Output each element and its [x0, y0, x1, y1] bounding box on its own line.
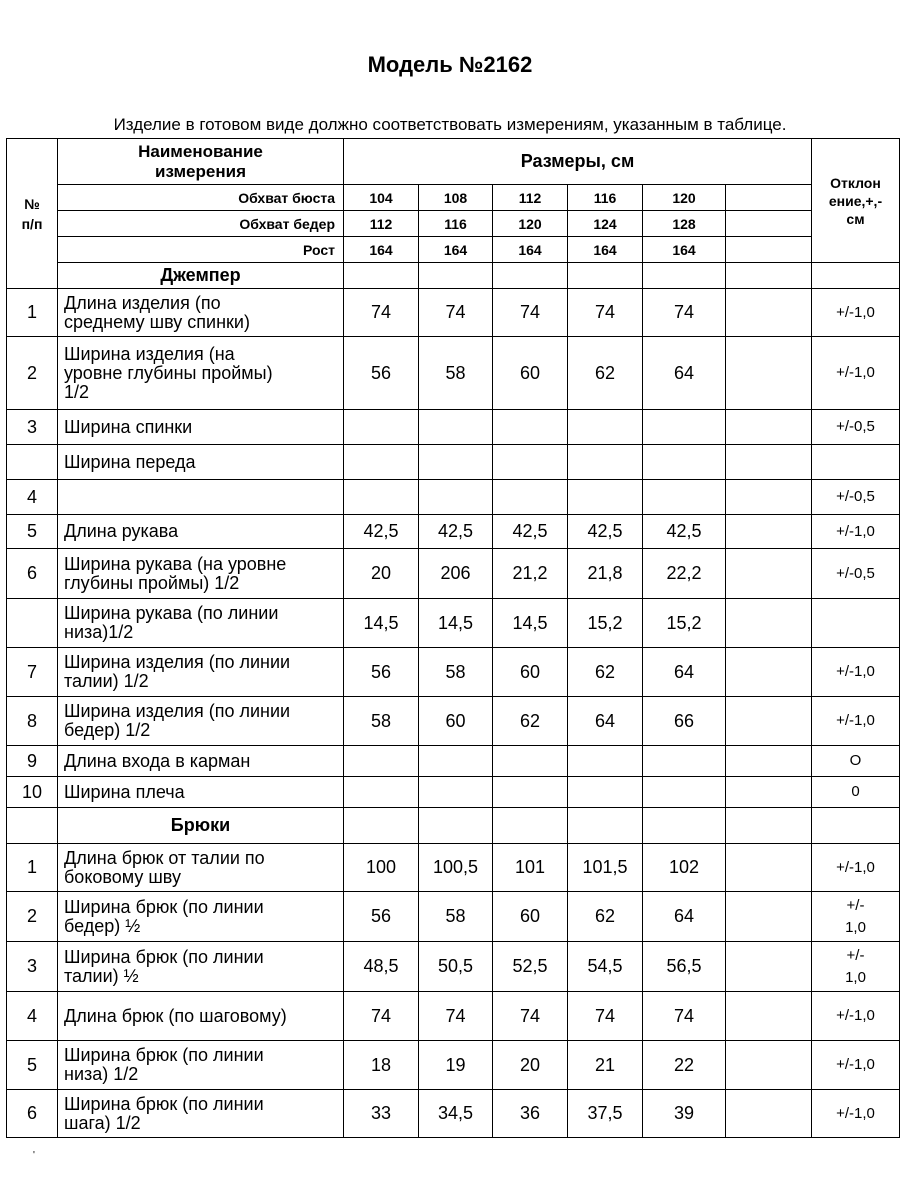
size-value	[726, 549, 812, 599]
measurement-name: Ширина брюк (по линии талии) ½	[58, 942, 344, 992]
size-value	[493, 746, 568, 777]
size-value	[344, 445, 419, 480]
row-number	[7, 599, 58, 648]
size-value: 74	[643, 992, 726, 1041]
size-value: 33	[344, 1090, 419, 1138]
measurement-name: Ширина брюк (по линии шага) 1/2	[58, 1090, 344, 1138]
size-value	[726, 445, 812, 480]
row-number: 2	[7, 892, 58, 942]
measurement-name: Длина рукава	[58, 515, 344, 549]
size-value: 74	[344, 289, 419, 337]
size-value: 54,5	[568, 942, 643, 992]
size-value	[726, 599, 812, 648]
size-value	[419, 746, 493, 777]
size-value: 74	[419, 289, 493, 337]
section-row	[7, 808, 900, 844]
size-value	[419, 445, 493, 480]
size-value: 60	[493, 337, 568, 410]
size-value	[568, 480, 643, 515]
table-row	[7, 648, 900, 697]
size-value	[726, 263, 812, 289]
size-value	[344, 480, 419, 515]
measurements-table	[6, 138, 900, 1138]
measurement-name: Длина входа в карман	[58, 746, 344, 777]
header-num-label: № п/п	[7, 139, 58, 289]
section-title: Джемпер	[58, 263, 344, 289]
size-value	[344, 410, 419, 445]
page-title: Модель №2162	[367, 52, 533, 77]
size-value: 58	[344, 697, 419, 746]
size-value: 58	[419, 892, 493, 942]
param-value	[726, 185, 812, 211]
row-number: 10	[7, 777, 58, 808]
size-value	[493, 445, 568, 480]
param-label: Обхват бедер	[58, 211, 344, 237]
size-value: 22,2	[643, 549, 726, 599]
size-value	[726, 480, 812, 515]
size-value: 56	[344, 648, 419, 697]
table-row	[7, 337, 900, 410]
measurement-name: Ширина изделия (по линии бедер) 1/2	[58, 697, 344, 746]
size-value	[643, 263, 726, 289]
size-value	[344, 777, 419, 808]
size-value	[493, 410, 568, 445]
tolerance-value	[812, 263, 900, 289]
size-value: 42,5	[419, 515, 493, 549]
tolerance-value: +/-1,0	[812, 515, 900, 549]
table-row	[7, 844, 900, 892]
measurement-name: Ширина рукава (на уровне глубины проймы) 1/2	[58, 549, 344, 599]
measurement-name: Ширина изделия (на уровне глубины проймы) 1/2	[58, 337, 344, 410]
row-number: 9	[7, 746, 58, 777]
param-value: 124	[568, 211, 643, 237]
measurement-name: Длина брюк (по шаговому)	[58, 992, 344, 1041]
size-value: 21,8	[568, 549, 643, 599]
size-value	[344, 746, 419, 777]
table-row	[7, 289, 900, 337]
size-value	[344, 808, 419, 844]
measurement-name: Длина изделия (по среднему шву спинки)	[58, 289, 344, 337]
size-value	[419, 777, 493, 808]
param-value: 120	[493, 211, 568, 237]
size-value: 74	[643, 289, 726, 337]
size-value: 42,5	[493, 515, 568, 549]
header-row	[7, 139, 900, 185]
header-tolerance-label: Отклон ение,+,- см	[812, 139, 900, 263]
size-value: 60	[493, 648, 568, 697]
table-row	[7, 515, 900, 549]
size-value: 14,5	[493, 599, 568, 648]
size-value	[568, 808, 643, 844]
param-row	[7, 185, 900, 211]
row-number: 3	[7, 410, 58, 445]
size-value: 74	[419, 992, 493, 1041]
size-value: 56	[344, 892, 419, 942]
size-value	[419, 480, 493, 515]
row-number: 3	[7, 942, 58, 992]
size-value: 20	[493, 1041, 568, 1090]
size-value	[419, 808, 493, 844]
size-value: 100,5	[419, 844, 493, 892]
row-number: 4	[7, 480, 58, 515]
tolerance-value: +/-0,5	[812, 410, 900, 445]
size-value: 52,5	[493, 942, 568, 992]
table-row	[7, 599, 900, 648]
size-value	[726, 892, 812, 942]
size-value	[643, 480, 726, 515]
measurement-name: Ширина изделия (по линии талии) 1/2	[58, 648, 344, 697]
size-value: 42,5	[568, 515, 643, 549]
size-value	[493, 480, 568, 515]
tolerance-value: +/-1,0	[812, 648, 900, 697]
row-number	[7, 808, 58, 844]
size-value: 21,2	[493, 549, 568, 599]
param-value: 108	[419, 185, 493, 211]
param-label: Обхват бюста	[58, 185, 344, 211]
size-value	[726, 648, 812, 697]
param-value: 164	[493, 237, 568, 263]
size-value: 62	[568, 337, 643, 410]
tolerance-value: +/-1,0	[812, 1041, 900, 1090]
size-value	[493, 777, 568, 808]
size-value	[726, 1090, 812, 1138]
measurement-name: Ширина переда	[58, 445, 344, 480]
row-number: 5	[7, 1041, 58, 1090]
size-value: 48,5	[344, 942, 419, 992]
table-row	[7, 777, 900, 808]
size-value	[643, 808, 726, 844]
row-number: 5	[7, 515, 58, 549]
size-value: 22	[643, 1041, 726, 1090]
tolerance-value: +/- 1,0	[812, 892, 900, 942]
measurement-name: Ширина рукава (по линии низа)1/2	[58, 599, 344, 648]
param-row	[7, 237, 900, 263]
table-row	[7, 892, 900, 942]
size-value: 66	[643, 697, 726, 746]
size-value	[344, 263, 419, 289]
size-value	[568, 777, 643, 808]
size-value	[726, 1041, 812, 1090]
tolerance-value: 0	[812, 777, 900, 808]
size-value: 62	[493, 697, 568, 746]
section-row	[7, 263, 900, 289]
header-name-label: Наименование измерения	[58, 139, 344, 185]
size-value	[419, 263, 493, 289]
tolerance-value: +/- 1,0	[812, 942, 900, 992]
size-value	[643, 777, 726, 808]
size-value: 64	[643, 648, 726, 697]
table-row	[7, 942, 900, 992]
measurement-name: Ширина плеча	[58, 777, 344, 808]
size-value: 15,2	[568, 599, 643, 648]
tolerance-value: +/-1,0	[812, 1090, 900, 1138]
size-value	[643, 746, 726, 777]
row-number: 7	[7, 648, 58, 697]
size-value: 101	[493, 844, 568, 892]
size-value	[726, 992, 812, 1041]
tolerance-value: +/-1,0	[812, 289, 900, 337]
tolerance-value	[812, 445, 900, 480]
measurement-name: Ширина брюк (по линии низа) 1/2	[58, 1041, 344, 1090]
param-value: 164	[344, 237, 419, 263]
size-value	[568, 746, 643, 777]
measurement-name: Длина брюк от талии по боковому шву	[58, 844, 344, 892]
table-row	[7, 410, 900, 445]
size-value	[726, 808, 812, 844]
param-value: 164	[419, 237, 493, 263]
tolerance-value: +/-1,0	[812, 992, 900, 1041]
param-row	[7, 211, 900, 237]
size-value: 21	[568, 1041, 643, 1090]
size-value: 20	[344, 549, 419, 599]
size-value: 64	[568, 697, 643, 746]
size-value: 18	[344, 1041, 419, 1090]
size-value	[568, 263, 643, 289]
size-value	[568, 445, 643, 480]
param-value: 112	[493, 185, 568, 211]
tolerance-value	[812, 599, 900, 648]
size-value: 56,5	[643, 942, 726, 992]
size-value: 62	[568, 892, 643, 942]
tolerance-value	[812, 808, 900, 844]
table-row	[7, 445, 900, 480]
subtitle-note: Изделие в готовом виде должно соответствовать измерениям, указанным в таблице.	[113, 115, 787, 134]
param-value	[726, 237, 812, 263]
size-value: 74	[493, 992, 568, 1041]
measurement-name: Ширина спинки	[58, 410, 344, 445]
size-value: 74	[493, 289, 568, 337]
size-value	[726, 844, 812, 892]
table-row	[7, 1041, 900, 1090]
size-value: 74	[568, 289, 643, 337]
size-value	[419, 410, 493, 445]
section-title: Брюки	[58, 808, 344, 844]
size-value: 64	[643, 892, 726, 942]
size-value	[726, 942, 812, 992]
size-value: 14,5	[344, 599, 419, 648]
size-value	[643, 445, 726, 480]
size-value: 39	[643, 1090, 726, 1138]
size-value	[643, 410, 726, 445]
size-value: 42,5	[344, 515, 419, 549]
size-value	[726, 746, 812, 777]
size-value	[726, 697, 812, 746]
size-value: 64	[643, 337, 726, 410]
size-value: 56	[344, 337, 419, 410]
row-number: 6	[7, 549, 58, 599]
size-value: 74	[568, 992, 643, 1041]
table-row	[7, 549, 900, 599]
table-row	[7, 480, 900, 515]
table-row	[7, 1090, 900, 1138]
table-row	[7, 992, 900, 1041]
row-number	[7, 445, 58, 480]
param-value: 120	[643, 185, 726, 211]
size-value	[726, 337, 812, 410]
size-value: 62	[568, 648, 643, 697]
param-value	[726, 211, 812, 237]
param-value: 112	[344, 211, 419, 237]
size-value: 206	[419, 549, 493, 599]
size-value: 74	[344, 992, 419, 1041]
size-value: 102	[643, 844, 726, 892]
tolerance-value: О	[812, 746, 900, 777]
size-value: 100	[344, 844, 419, 892]
size-value	[726, 410, 812, 445]
tolerance-value: +/-0,5	[812, 480, 900, 515]
size-value	[726, 515, 812, 549]
param-value: 164	[643, 237, 726, 263]
size-value: 36	[493, 1090, 568, 1138]
size-value: 14,5	[419, 599, 493, 648]
size-value: 60	[493, 892, 568, 942]
row-number: 1	[7, 289, 58, 337]
size-value: 19	[419, 1041, 493, 1090]
row-number: 1	[7, 844, 58, 892]
size-value: 15,2	[643, 599, 726, 648]
size-value	[726, 289, 812, 337]
size-value: 37,5	[568, 1090, 643, 1138]
measurement-name: Ширина брюк (по линии бедер) ½	[58, 892, 344, 942]
table-row	[7, 746, 900, 777]
size-value: 58	[419, 648, 493, 697]
size-value	[493, 808, 568, 844]
param-value: 128	[643, 211, 726, 237]
size-value: 50,5	[419, 942, 493, 992]
size-value: 42,5	[643, 515, 726, 549]
header-sizes-label: Размеры, см	[344, 139, 812, 185]
tolerance-value: +/-1,0	[812, 337, 900, 410]
param-value: 116	[419, 211, 493, 237]
param-value: 116	[568, 185, 643, 211]
size-value: 34,5	[419, 1090, 493, 1138]
tolerance-value: +/-1,0	[812, 844, 900, 892]
row-number: 6	[7, 1090, 58, 1138]
size-value	[726, 777, 812, 808]
size-value: 60	[419, 697, 493, 746]
row-number: 4	[7, 992, 58, 1041]
size-value: 101,5	[568, 844, 643, 892]
tolerance-value: +/-0,5	[812, 549, 900, 599]
size-value: 58	[419, 337, 493, 410]
page-mark: '	[33, 1150, 35, 1161]
tolerance-value: +/-1,0	[812, 697, 900, 746]
measurement-name	[58, 480, 344, 515]
param-value: 104	[344, 185, 419, 211]
param-value: 164	[568, 237, 643, 263]
size-value	[493, 263, 568, 289]
table-row	[7, 697, 900, 746]
row-number: 8	[7, 697, 58, 746]
row-number: 2	[7, 337, 58, 410]
size-value	[568, 410, 643, 445]
param-label: Рост	[58, 237, 344, 263]
